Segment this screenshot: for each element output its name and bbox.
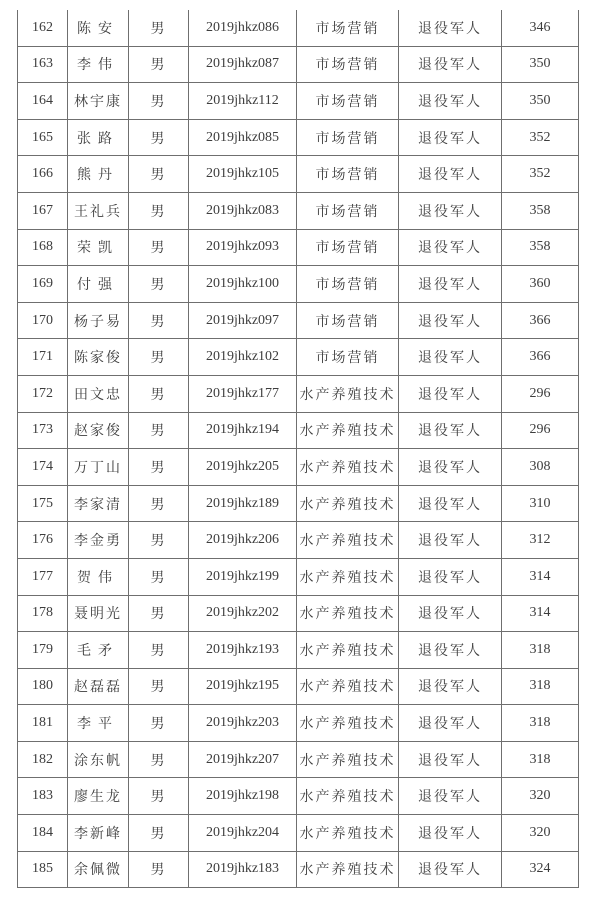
cell-index: 162	[18, 10, 68, 46]
cell-name: 李伟	[68, 46, 129, 83]
cell-index: 180	[18, 668, 68, 705]
cell-major: 水产养殖技术	[297, 632, 399, 669]
table-row	[18, 705, 579, 742]
cell-category: 退役军人	[399, 595, 502, 632]
cell-category: 退役军人	[399, 485, 502, 522]
cell-gender: 男	[129, 339, 189, 376]
cell-gender: 男	[129, 229, 189, 266]
cell-major: 市场营销	[297, 339, 399, 376]
cell-score: 352	[502, 156, 579, 193]
cell-index: 165	[18, 119, 68, 156]
cell-name: 田文忠	[68, 375, 129, 412]
cell-category: 退役军人	[399, 449, 502, 486]
cell-score: 296	[502, 412, 579, 449]
cell-gender: 男	[129, 10, 189, 46]
cell-category: 退役军人	[399, 632, 502, 669]
cell-exam_id: 2019jhkz112	[189, 83, 297, 120]
table-row	[18, 119, 579, 156]
cell-score: 350	[502, 83, 579, 120]
cell-gender: 男	[129, 156, 189, 193]
table-row	[18, 558, 579, 595]
cell-gender: 男	[129, 851, 189, 888]
cell-score: 324	[502, 851, 579, 888]
cell-gender: 男	[129, 815, 189, 852]
cell-name: 李家清	[68, 485, 129, 522]
table-row	[18, 412, 579, 449]
cell-major: 水产养殖技术	[297, 412, 399, 449]
cell-index: 178	[18, 595, 68, 632]
cell-score: 366	[502, 302, 579, 339]
cell-name: 李新峰	[68, 815, 129, 852]
cell-score: 296	[502, 375, 579, 412]
cell-category: 退役军人	[399, 522, 502, 559]
cell-category: 退役军人	[399, 192, 502, 229]
cell-name: 余佩微	[68, 851, 129, 888]
cell-name: 熊丹	[68, 156, 129, 193]
cell-major: 水产养殖技术	[297, 741, 399, 778]
cell-major: 水产养殖技术	[297, 522, 399, 559]
table-row	[18, 668, 579, 705]
cell-index: 172	[18, 375, 68, 412]
cell-gender: 男	[129, 375, 189, 412]
cell-category: 退役军人	[399, 83, 502, 120]
cell-index: 166	[18, 156, 68, 193]
cell-category: 退役军人	[399, 46, 502, 83]
cell-exam_id: 2019jhkz198	[189, 778, 297, 815]
cell-index: 169	[18, 266, 68, 303]
cell-gender: 男	[129, 522, 189, 559]
cell-name: 陈安	[68, 10, 129, 46]
table-row	[18, 156, 579, 193]
cell-gender: 男	[129, 266, 189, 303]
cell-category: 退役军人	[399, 375, 502, 412]
cell-score: 358	[502, 229, 579, 266]
table-row	[18, 778, 579, 815]
cell-score: 318	[502, 741, 579, 778]
cell-category: 退役军人	[399, 156, 502, 193]
cell-score: 312	[502, 522, 579, 559]
cell-index: 175	[18, 485, 68, 522]
table-body	[18, 10, 579, 888]
cell-gender: 男	[129, 412, 189, 449]
cell-index: 170	[18, 302, 68, 339]
table-row	[18, 522, 579, 559]
cell-gender: 男	[129, 302, 189, 339]
cell-major: 市场营销	[297, 156, 399, 193]
cell-gender: 男	[129, 83, 189, 120]
cell-score: 358	[502, 192, 579, 229]
table-row	[18, 485, 579, 522]
cell-major: 水产养殖技术	[297, 449, 399, 486]
cell-index: 176	[18, 522, 68, 559]
cell-major: 水产养殖技术	[297, 485, 399, 522]
cell-gender: 男	[129, 119, 189, 156]
cell-name: 廖生龙	[68, 778, 129, 815]
cell-index: 168	[18, 229, 68, 266]
table-row	[18, 595, 579, 632]
table-row	[18, 229, 579, 266]
cell-index: 164	[18, 83, 68, 120]
table-row	[18, 46, 579, 83]
cell-exam_id: 2019jhkz086	[189, 10, 297, 46]
cell-exam_id: 2019jhkz177	[189, 375, 297, 412]
cell-name: 赵磊磊	[68, 668, 129, 705]
cell-exam_id: 2019jhkz202	[189, 595, 297, 632]
cell-name: 聂明光	[68, 595, 129, 632]
cell-name: 付强	[68, 266, 129, 303]
cell-major: 市场营销	[297, 302, 399, 339]
cell-exam_id: 2019jhkz087	[189, 46, 297, 83]
cell-gender: 男	[129, 705, 189, 742]
cell-exam_id: 2019jhkz204	[189, 815, 297, 852]
cell-index: 183	[18, 778, 68, 815]
cell-score: 310	[502, 485, 579, 522]
cell-major: 市场营销	[297, 266, 399, 303]
cell-index: 167	[18, 192, 68, 229]
cell-category: 退役军人	[399, 412, 502, 449]
cell-score: 318	[502, 705, 579, 742]
table-row	[18, 741, 579, 778]
cell-major: 水产养殖技术	[297, 375, 399, 412]
cell-exam_id: 2019jhkz207	[189, 741, 297, 778]
cell-major: 水产养殖技术	[297, 851, 399, 888]
cell-category: 退役军人	[399, 778, 502, 815]
table-row	[18, 375, 579, 412]
cell-major: 水产养殖技术	[297, 815, 399, 852]
table-row	[18, 632, 579, 669]
cell-category: 退役军人	[399, 119, 502, 156]
cell-index: 177	[18, 558, 68, 595]
cell-index: 163	[18, 46, 68, 83]
cell-index: 179	[18, 632, 68, 669]
cell-gender: 男	[129, 449, 189, 486]
cell-index: 174	[18, 449, 68, 486]
cell-exam_id: 2019jhkz102	[189, 339, 297, 376]
cell-score: 320	[502, 778, 579, 815]
cell-score: 360	[502, 266, 579, 303]
cell-gender: 男	[129, 595, 189, 632]
table-row	[18, 851, 579, 888]
cell-score: 352	[502, 119, 579, 156]
cell-exam_id: 2019jhkz206	[189, 522, 297, 559]
cell-major: 水产养殖技术	[297, 778, 399, 815]
cell-major: 水产养殖技术	[297, 595, 399, 632]
cell-major: 市场营销	[297, 46, 399, 83]
cell-category: 退役军人	[399, 229, 502, 266]
cell-score: 318	[502, 668, 579, 705]
cell-name: 李金勇	[68, 522, 129, 559]
cell-gender: 男	[129, 192, 189, 229]
cell-name: 赵家俊	[68, 412, 129, 449]
cell-name: 王礼兵	[68, 192, 129, 229]
cell-exam_id: 2019jhkz203	[189, 705, 297, 742]
cell-score: 314	[502, 595, 579, 632]
cell-category: 退役军人	[399, 851, 502, 888]
cell-index: 171	[18, 339, 68, 376]
cell-score: 318	[502, 632, 579, 669]
cell-exam_id: 2019jhkz189	[189, 485, 297, 522]
cell-major: 市场营销	[297, 10, 399, 46]
cell-gender: 男	[129, 778, 189, 815]
cell-category: 退役军人	[399, 558, 502, 595]
cell-gender: 男	[129, 632, 189, 669]
cell-major: 市场营销	[297, 119, 399, 156]
cell-name: 张路	[68, 119, 129, 156]
cell-name: 贺伟	[68, 558, 129, 595]
cell-score: 320	[502, 815, 579, 852]
cell-gender: 男	[129, 485, 189, 522]
cell-index: 181	[18, 705, 68, 742]
cell-gender: 男	[129, 46, 189, 83]
cell-name: 涂东帆	[68, 741, 129, 778]
cell-exam_id: 2019jhkz100	[189, 266, 297, 303]
cell-exam_id: 2019jhkz105	[189, 156, 297, 193]
cell-index: 173	[18, 412, 68, 449]
table-row	[18, 815, 579, 852]
table-row	[18, 302, 579, 339]
cell-major: 水产养殖技术	[297, 705, 399, 742]
cell-major: 市场营销	[297, 83, 399, 120]
cell-exam_id: 2019jhkz195	[189, 668, 297, 705]
cell-exam_id: 2019jhkz183	[189, 851, 297, 888]
cell-name: 陈家俊	[68, 339, 129, 376]
cell-major: 水产养殖技术	[297, 558, 399, 595]
cell-score: 314	[502, 558, 579, 595]
cell-exam_id: 2019jhkz083	[189, 192, 297, 229]
cell-exam_id: 2019jhkz193	[189, 632, 297, 669]
cell-category: 退役军人	[399, 302, 502, 339]
cell-gender: 男	[129, 741, 189, 778]
score-table	[17, 10, 579, 888]
cell-gender: 男	[129, 668, 189, 705]
cell-index: 184	[18, 815, 68, 852]
cell-score: 350	[502, 46, 579, 83]
cell-name: 杨子易	[68, 302, 129, 339]
cell-score: 308	[502, 449, 579, 486]
cell-name: 李平	[68, 705, 129, 742]
cell-category: 退役军人	[399, 668, 502, 705]
cell-exam_id: 2019jhkz085	[189, 119, 297, 156]
cell-exam_id: 2019jhkz097	[189, 302, 297, 339]
cell-name: 林宇康	[68, 83, 129, 120]
cell-index: 182	[18, 741, 68, 778]
cell-exam_id: 2019jhkz093	[189, 229, 297, 266]
cell-exam_id: 2019jhkz194	[189, 412, 297, 449]
cell-category: 退役军人	[399, 339, 502, 376]
cell-category: 退役军人	[399, 705, 502, 742]
cell-name: 万丁山	[68, 449, 129, 486]
table-row	[18, 192, 579, 229]
cell-gender: 男	[129, 558, 189, 595]
table-row	[18, 449, 579, 486]
cell-score: 346	[502, 10, 579, 46]
cell-score: 366	[502, 339, 579, 376]
cell-major: 市场营销	[297, 229, 399, 266]
table-row	[18, 83, 579, 120]
table-row	[18, 10, 579, 46]
table-row	[18, 339, 579, 376]
cell-major: 水产养殖技术	[297, 668, 399, 705]
cell-category: 退役军人	[399, 741, 502, 778]
cell-exam_id: 2019jhkz205	[189, 449, 297, 486]
cell-exam_id: 2019jhkz199	[189, 558, 297, 595]
cell-index: 185	[18, 851, 68, 888]
table-row	[18, 266, 579, 303]
cell-name: 毛矛	[68, 632, 129, 669]
cell-category: 退役军人	[399, 815, 502, 852]
cell-category: 退役军人	[399, 266, 502, 303]
cell-category: 退役军人	[399, 10, 502, 46]
cell-major: 市场营销	[297, 192, 399, 229]
cell-name: 荣凯	[68, 229, 129, 266]
